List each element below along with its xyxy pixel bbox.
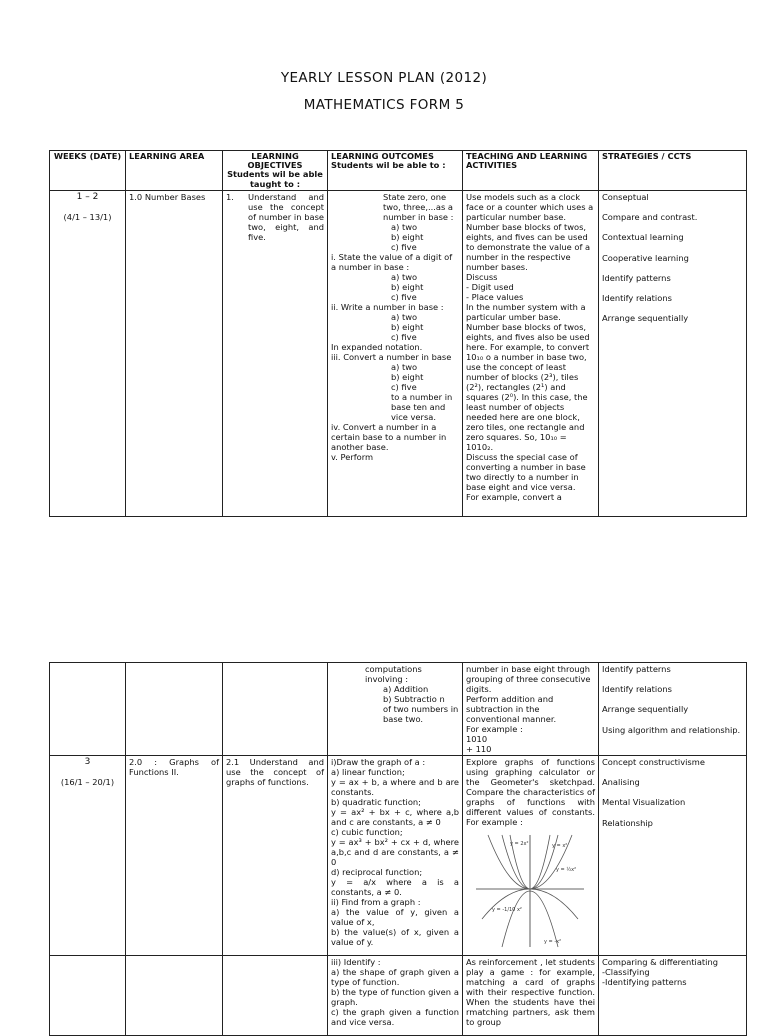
activity-line: Discuss: [466, 272, 498, 282]
activity-line: In the number system with a particular umber base.: [466, 302, 586, 322]
outcome-line: y = a/x where a is a constants, a ≠ 0.: [331, 877, 459, 897]
activity-line: For example :: [466, 724, 523, 734]
strategy-item: Comparing & differentiating: [602, 957, 718, 967]
row1-week-date: (4/1 – 13/1): [63, 212, 112, 222]
row1-objective-text: Understand and use the concept of number in base two, eight, and five.: [248, 192, 324, 242]
lesson-plan-table-page1: [49, 150, 747, 517]
strategy-item: Relationship: [602, 817, 653, 828]
outcome-line: c) the graph given a function and vice versa.: [331, 1007, 459, 1027]
activity-line: For example, convert a: [466, 492, 562, 502]
strategy-item: Contextual learning: [602, 232, 684, 243]
graph-label-1: y = 2x²: [510, 841, 529, 847]
row2-activities-cell: [463, 663, 599, 756]
strategy-item: Compare and contrast.: [602, 212, 698, 223]
function-graphs-figure: [472, 831, 588, 951]
activity-line: Discuss the special case of converting a number in base two directly to a number in base eight and vice versa.: [466, 452, 586, 492]
row3-week-number: 3: [84, 757, 91, 767]
header-learning-outcomes: LEARNING OUTCOMES Students wil be able to :: [328, 151, 463, 191]
activity-line: number in base eight through grouping of three consecutive digits.: [466, 664, 591, 694]
outcome-line: iii) Identify :: [331, 957, 381, 967]
document-title: YEARLY LESSON PLAN (2012): [280, 70, 488, 86]
outcome-line: of two numbers in base two.: [383, 704, 459, 724]
strategy-item: Conseptual: [602, 192, 649, 202]
document-subtitle: MATHEMATICS FORM 5: [303, 97, 465, 113]
activity-line: - Place values: [466, 292, 524, 302]
header-learning-objectives: LEARNING OBJECTIVES Students wil be able taught to :: [223, 151, 328, 191]
row3-learning-area: 2.0 : Graphs of Functions II.: [126, 756, 223, 956]
outcome-line: State zero, one two, three,...as a number in base :: [383, 192, 454, 222]
activity-line: + 110: [466, 744, 492, 754]
activity-line: Number base blocks of twos, eights, and fives can be used to demonstrate the value of a number in the respective number bases.: [466, 222, 591, 272]
row1-objective-cell: [223, 191, 328, 517]
strategy-item: Cooperative learning: [602, 252, 689, 263]
outcome-line: b) quadratic function;: [331, 797, 421, 807]
row2-area-cell: [126, 663, 223, 756]
outcome-line: b) eight: [391, 322, 424, 332]
row1-weeks-cell: [50, 191, 126, 517]
strategy-item: Analising: [602, 777, 640, 788]
activity-line: Perform addition and subtraction in the conventional manner.: [466, 694, 557, 724]
row2-objective-cell: [223, 663, 328, 756]
row1-objective-number: 1.: [226, 192, 234, 202]
outcome-line: ii) Find from a graph :: [331, 897, 421, 907]
strategy-item: Mental Visualization: [602, 797, 686, 808]
strategy-item: Identify relations: [602, 292, 672, 303]
outcome-line: b) the type of function given a graph.: [331, 987, 459, 1007]
outcome-line: a) two: [391, 312, 418, 322]
outcome-line: a) two: [391, 222, 418, 232]
outcome-line: c) five: [391, 382, 417, 392]
outcome-line: y = ax³ + bx² + cx + d, where a,b,c and d are constants, a ≠ 0: [331, 837, 459, 867]
outcome-line: a) two: [391, 272, 418, 282]
strategy-item: -Classifying: [602, 967, 650, 977]
row1-week-number: 1 – 2: [76, 192, 99, 202]
activity-line: - Digit used: [466, 282, 514, 292]
outcome-line: a) the shape of graph given a type of function.: [331, 967, 459, 987]
strategy-item: -Identifying patterns: [602, 977, 687, 987]
header-teaching-activities: TEACHING AND LEARNING ACTIVITIES: [463, 151, 599, 191]
row2-strategies-cell: [599, 663, 747, 756]
outcome-line: b) eight: [391, 372, 424, 382]
row3-activities-cell: [463, 756, 599, 956]
activity-line: Number base blocks of twos, eights, and fives also be used here. For example, to convert 10₁₀ o a number in base two, use the concept of least number of blocks (2³), tiles (2²), rectangles (2¹) and squares (2⁰). In this case, the least number of objects needed here are one block, zero tiles, one rectangle and zero squares. So, 10₁₀ = 1010₂.: [466, 322, 590, 452]
row4-activities-text: As reinforcement , let students play a game : for example, matching a card of graphs with their respective function. When the students have thei rmatching partners, ask them to group: [463, 956, 599, 1036]
row3-week-date: (16/1 – 20/1): [60, 777, 115, 787]
outcome-line: to a number in base ten and vice versa.: [391, 392, 453, 422]
outcome-line: y = ax + b, a where and b are constants.: [331, 777, 459, 797]
activity-line: 1010: [466, 734, 488, 744]
lesson-plan-table-page2: [49, 662, 747, 1036]
outcome-line: ii. Write a number in base :: [331, 302, 444, 312]
outcome-line: b) eight: [391, 282, 424, 292]
row1-learning-area: 1.0 Number Bases: [126, 191, 223, 517]
row3-weeks-cell: [50, 756, 126, 956]
strategy-item: Using algorithm and relationship.: [602, 724, 741, 735]
outcome-line: In expanded notation.: [331, 342, 423, 352]
row1-activities-cell: [463, 191, 599, 517]
header-weeks: WEEKS (DATE): [50, 151, 126, 191]
graph-label-4: y = -1/10 x²: [492, 907, 522, 913]
row2-weeks-cell: [50, 663, 126, 756]
outcome-line: c) cubic function;: [331, 827, 403, 837]
row3-strategies-cell: [599, 756, 747, 956]
row2-outcomes-cell: [328, 663, 463, 756]
header-learning-area: LEARNING AREA: [126, 151, 223, 191]
row3-objective: 2.1 Understand and use the concept of graphs of functions.: [223, 756, 328, 956]
activity-line: Use models such as a clock face or a counter which uses a particular number base.: [466, 192, 594, 222]
strategy-item: Arrange sequentially: [602, 704, 689, 715]
strategy-item: Identify relations: [602, 684, 672, 695]
outcome-line: c) five: [391, 332, 417, 342]
row3-outcomes-cell: [328, 756, 463, 956]
outcome-line: i)Draw the graph of a :: [331, 757, 426, 767]
outcome-line: b) Subtractio n: [383, 694, 445, 704]
strategy-item: Identify patterns: [602, 664, 671, 674]
outcome-line: y = ax² + bx + c, where a,b and c are constants, a ≠ 0: [331, 807, 459, 827]
outcome-line: b) eight: [391, 232, 424, 242]
strategy-item: Arrange sequentially: [602, 313, 689, 324]
header-strategies: STRATEGIES / CCTS: [599, 151, 747, 191]
outcome-line: c) five: [391, 242, 417, 252]
outcome-line: i. State the value of a digit of a number in base :: [331, 252, 453, 272]
graph-label-5: y = -x²: [544, 939, 562, 945]
outcome-line: v. Perform: [331, 452, 374, 462]
outcome-line: a) Addition: [383, 684, 429, 694]
outcome-line: a) the value of y, given a value of x,: [331, 907, 459, 927]
row1-strategies-cell: [599, 191, 747, 517]
row3-activities-text: Explore graphs of functions using graphing calculator or the Geometer's sketchpad. Compare the characteristics of graphs of functions with different values of constants. For example :: [466, 757, 595, 827]
strategy-item: Concept constructivisme: [602, 757, 705, 767]
outcome-line: d) reciprocal function;: [331, 867, 423, 877]
row1-outcomes-cell: [328, 191, 463, 517]
outcome-line: computations involving :: [365, 664, 422, 684]
graph-label-3: y = ½x²: [556, 867, 577, 873]
outcome-line: iii. Convert a number in base: [331, 352, 452, 362]
outcome-line: c) five: [391, 292, 417, 302]
outcome-line: b) the value(s) of x, given a value of y.: [331, 927, 459, 947]
outcome-line: iv. Convert a number in a certain base to a number in another base.: [331, 422, 447, 452]
graph-label-2: y = x²: [552, 843, 568, 849]
outcome-line: a) two: [391, 362, 418, 372]
outcome-line: a) linear function;: [331, 767, 405, 777]
strategy-item: Identify patterns: [602, 272, 671, 283]
